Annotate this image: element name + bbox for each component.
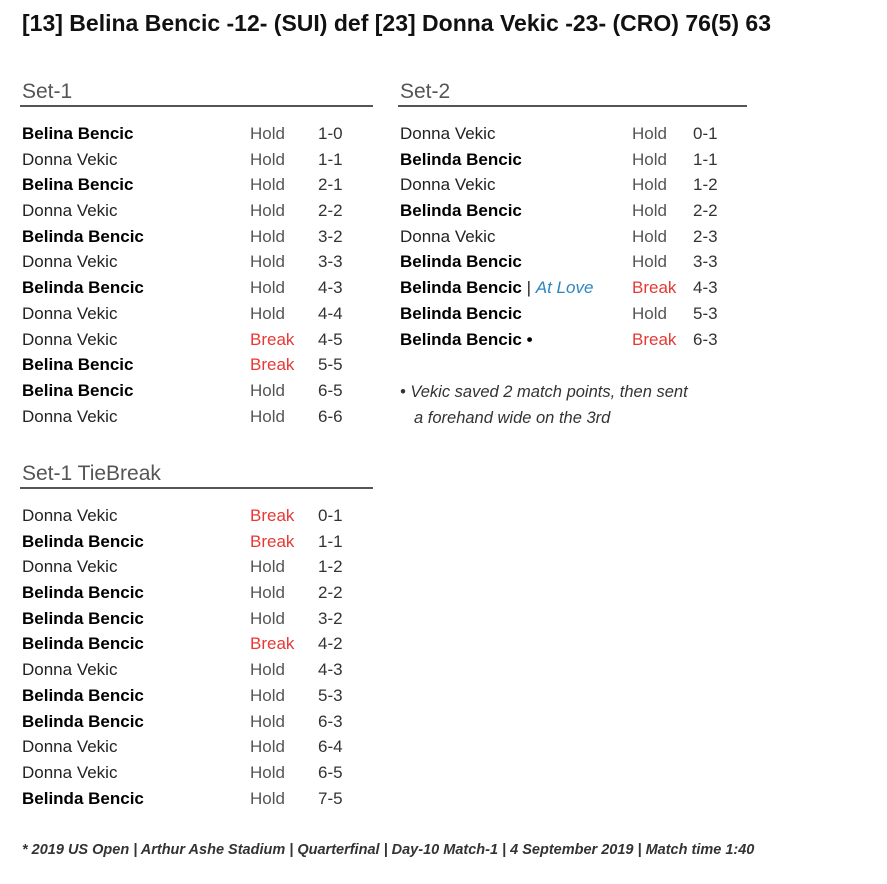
player-name: Belinda Bencic xyxy=(400,303,522,323)
server-name xyxy=(22,580,144,606)
set1-rows xyxy=(20,121,373,429)
game-score: 3-2 xyxy=(318,226,343,246)
game-row xyxy=(20,404,373,430)
game-row xyxy=(398,275,747,301)
match-note xyxy=(400,379,740,431)
hold-label: Hold xyxy=(250,660,285,680)
server-name xyxy=(22,631,144,657)
game-score: 6-5 xyxy=(318,380,343,400)
game-score: 4-3 xyxy=(318,278,343,298)
server-name xyxy=(22,404,117,430)
game-score: 2-2 xyxy=(318,583,343,603)
player-name: Donna Vekic xyxy=(22,506,118,525)
server-name xyxy=(22,606,144,632)
set1-tiebreak-rows xyxy=(20,503,373,811)
game-score: 6-3 xyxy=(318,711,343,731)
game-score: 7-5 xyxy=(318,788,343,808)
server-name xyxy=(22,734,117,760)
player-name: Belinda Bencic xyxy=(22,583,144,603)
player-name: Donna Vekic xyxy=(22,303,118,323)
player-name: Donna Vekic xyxy=(400,226,496,246)
game-score: 3-3 xyxy=(318,252,343,272)
game-score: 6-5 xyxy=(318,762,343,782)
hold-label: Hold xyxy=(632,226,667,246)
player-name: Donna Vekic xyxy=(22,660,118,680)
game-row xyxy=(20,503,373,529)
game-row xyxy=(20,172,373,198)
game-row xyxy=(20,631,373,657)
game-row xyxy=(398,121,747,147)
hold-label: Hold xyxy=(250,124,285,143)
server-name xyxy=(22,275,144,301)
server-name xyxy=(22,224,144,250)
player-name: Donna Vekic xyxy=(22,737,118,757)
game-score: 3-3 xyxy=(693,252,718,272)
hold-label: Hold xyxy=(250,788,285,808)
server-name xyxy=(22,378,134,404)
server-name xyxy=(22,249,117,275)
game-score: 3-2 xyxy=(318,608,343,628)
separator: | xyxy=(526,278,532,298)
player-name: Donna Vekic xyxy=(22,329,118,349)
player-name: Belinda Bencic • xyxy=(400,329,533,349)
game-score: 1-0 xyxy=(318,124,343,143)
set2-heading: Set-2 xyxy=(398,78,747,107)
game-row xyxy=(20,224,373,250)
player-name: Donna Vekic xyxy=(22,557,118,577)
break-label: Break xyxy=(250,634,295,654)
server-name xyxy=(22,301,117,327)
server-name xyxy=(22,786,144,812)
game-score: 5-5 xyxy=(318,355,343,375)
hold-label: Hold xyxy=(250,226,285,246)
game-row xyxy=(20,147,373,173)
game-row xyxy=(20,198,373,224)
server-name xyxy=(400,327,533,353)
game-row xyxy=(20,760,373,786)
set2-section xyxy=(398,78,747,352)
server-name xyxy=(400,301,522,327)
server-name xyxy=(22,709,144,735)
game-row xyxy=(398,198,747,224)
game-score: 2-3 xyxy=(693,226,718,246)
game-score: 4-3 xyxy=(318,660,343,680)
game-row xyxy=(398,249,747,275)
hold-label: Hold xyxy=(250,762,285,782)
hold-label: Hold xyxy=(250,252,285,272)
game-row xyxy=(20,786,373,812)
game-score: 5-3 xyxy=(318,685,343,705)
server-name xyxy=(22,147,117,173)
server-name xyxy=(22,172,134,198)
server-name xyxy=(22,657,117,683)
player-name: Donna Vekic xyxy=(400,124,496,143)
server-name xyxy=(22,529,144,555)
hold-label: Hold xyxy=(250,278,285,298)
game-score: 1-1 xyxy=(693,149,718,169)
player-name: Donna Vekic xyxy=(22,252,118,272)
break-label: Break xyxy=(632,329,677,349)
game-row xyxy=(398,224,747,250)
game-score: 2-2 xyxy=(693,201,718,221)
break-label: Break xyxy=(250,355,295,375)
server-name xyxy=(400,275,593,301)
set1-heading: Set-1 xyxy=(20,78,373,107)
hold-label: Hold xyxy=(250,557,285,577)
player-name: Belina Bencic xyxy=(22,175,134,195)
server-name xyxy=(22,683,144,709)
game-row xyxy=(20,529,373,555)
set1-tiebreak-heading: Set-1 TieBreak xyxy=(20,460,373,489)
game-score: 6-3 xyxy=(693,329,718,349)
server-name xyxy=(400,198,522,224)
hold-label: Hold xyxy=(250,303,285,323)
game-row xyxy=(20,121,373,147)
player-name: Belinda Bencic xyxy=(22,685,144,705)
game-row xyxy=(20,734,373,760)
player-name: Donna Vekic xyxy=(22,149,118,169)
player-name: Belinda Bencic xyxy=(22,634,144,654)
game-row xyxy=(20,709,373,735)
game-score: 4-5 xyxy=(318,329,343,349)
hold-label: Hold xyxy=(250,711,285,731)
player-name: Belinda Bencic xyxy=(22,608,144,628)
server-name xyxy=(22,327,117,353)
game-row xyxy=(398,301,747,327)
player-name: Belinda Bencic xyxy=(400,201,522,221)
game-row xyxy=(20,683,373,709)
server-name xyxy=(400,172,495,198)
hold-label: Hold xyxy=(250,685,285,705)
game-score: 1-2 xyxy=(693,175,718,195)
set1-tiebreak-section xyxy=(20,460,373,811)
set2-rows xyxy=(398,121,747,352)
server-name xyxy=(22,760,117,786)
server-name xyxy=(400,121,495,147)
player-name: Belinda Bencic xyxy=(400,278,522,298)
player-name: Donna Vekic xyxy=(400,175,496,195)
at-love-tag: At Love xyxy=(535,278,594,298)
hold-label: Hold xyxy=(250,201,285,221)
player-name: Belinda Bencic xyxy=(22,278,144,298)
hold-label: Hold xyxy=(632,303,667,323)
game-row xyxy=(20,378,373,404)
game-score: 4-3 xyxy=(693,278,718,298)
match-footer: * 2019 US Open | Arthur Ashe Stadium | Quarterfinal | Day-10 Match-1 | 4 September 2019 | Match time 1:40 xyxy=(22,842,755,858)
game-row xyxy=(20,657,373,683)
break-label: Break xyxy=(250,531,295,551)
game-row xyxy=(398,172,747,198)
game-row xyxy=(20,352,373,378)
match-title: [13] Belina Bencic -12- (SUI) def [23] Donna Vekic -23- (CRO) 76(5) 63 xyxy=(22,10,771,36)
hold-label: Hold xyxy=(250,583,285,603)
hold-label: Hold xyxy=(632,201,667,221)
server-name xyxy=(22,352,134,378)
server-name xyxy=(22,198,117,224)
break-label: Break xyxy=(632,278,677,298)
player-name: Belinda Bencic xyxy=(22,788,144,808)
set1-section xyxy=(20,78,373,429)
player-name: Donna Vekic xyxy=(22,406,118,426)
player-name: Belinda Bencic xyxy=(22,226,144,246)
game-score: 6-4 xyxy=(318,737,343,757)
server-name xyxy=(22,503,117,529)
game-score: 1-1 xyxy=(318,149,343,169)
server-name xyxy=(22,554,117,580)
game-score: 6-6 xyxy=(318,406,343,426)
hold-label: Hold xyxy=(250,737,285,757)
player-name: Donna Vekic xyxy=(22,201,118,221)
game-row xyxy=(20,327,373,353)
game-score: 1-1 xyxy=(318,531,343,551)
player-name: Belina Bencic xyxy=(22,380,134,400)
player-name: Belinda Bencic xyxy=(22,531,144,551)
game-row xyxy=(20,275,373,301)
hold-label: Hold xyxy=(250,149,285,169)
hold-label: Hold xyxy=(250,406,285,426)
game-score: 0-1 xyxy=(318,506,343,525)
server-name xyxy=(400,147,522,173)
server-name xyxy=(22,121,134,147)
break-label: Break xyxy=(250,506,295,525)
hold-label: Hold xyxy=(250,175,285,195)
game-score: 1-2 xyxy=(318,557,343,577)
server-name xyxy=(400,224,495,250)
game-row xyxy=(398,327,747,353)
player-name: Belinda Bencic xyxy=(400,252,522,272)
hold-label: Hold xyxy=(632,124,667,143)
game-row xyxy=(20,580,373,606)
note-line-2: a forehand wide on the 3rd xyxy=(414,409,611,427)
hold-label: Hold xyxy=(632,252,667,272)
note-line-1: • Vekic saved 2 match points, then sent xyxy=(400,383,688,401)
game-score: 0-1 xyxy=(693,124,718,143)
player-name: Belina Bencic xyxy=(22,355,134,375)
game-row xyxy=(20,249,373,275)
game-row xyxy=(398,147,747,173)
game-row xyxy=(20,606,373,632)
player-name: Belina Bencic xyxy=(22,124,134,143)
game-row xyxy=(20,301,373,327)
player-name: Belinda Bencic xyxy=(400,149,522,169)
break-label: Break xyxy=(250,329,295,349)
hold-label: Hold xyxy=(632,175,667,195)
player-name: Donna Vekic xyxy=(22,762,118,782)
game-score: 5-3 xyxy=(693,303,718,323)
game-score: 4-2 xyxy=(318,634,343,654)
game-row xyxy=(20,554,373,580)
server-name xyxy=(400,249,522,275)
game-score: 4-4 xyxy=(318,303,343,323)
player-name: Belinda Bencic xyxy=(22,711,144,731)
hold-label: Hold xyxy=(632,149,667,169)
hold-label: Hold xyxy=(250,608,285,628)
game-score: 2-1 xyxy=(318,175,343,195)
game-score: 2-2 xyxy=(318,201,343,221)
hold-label: Hold xyxy=(250,380,285,400)
